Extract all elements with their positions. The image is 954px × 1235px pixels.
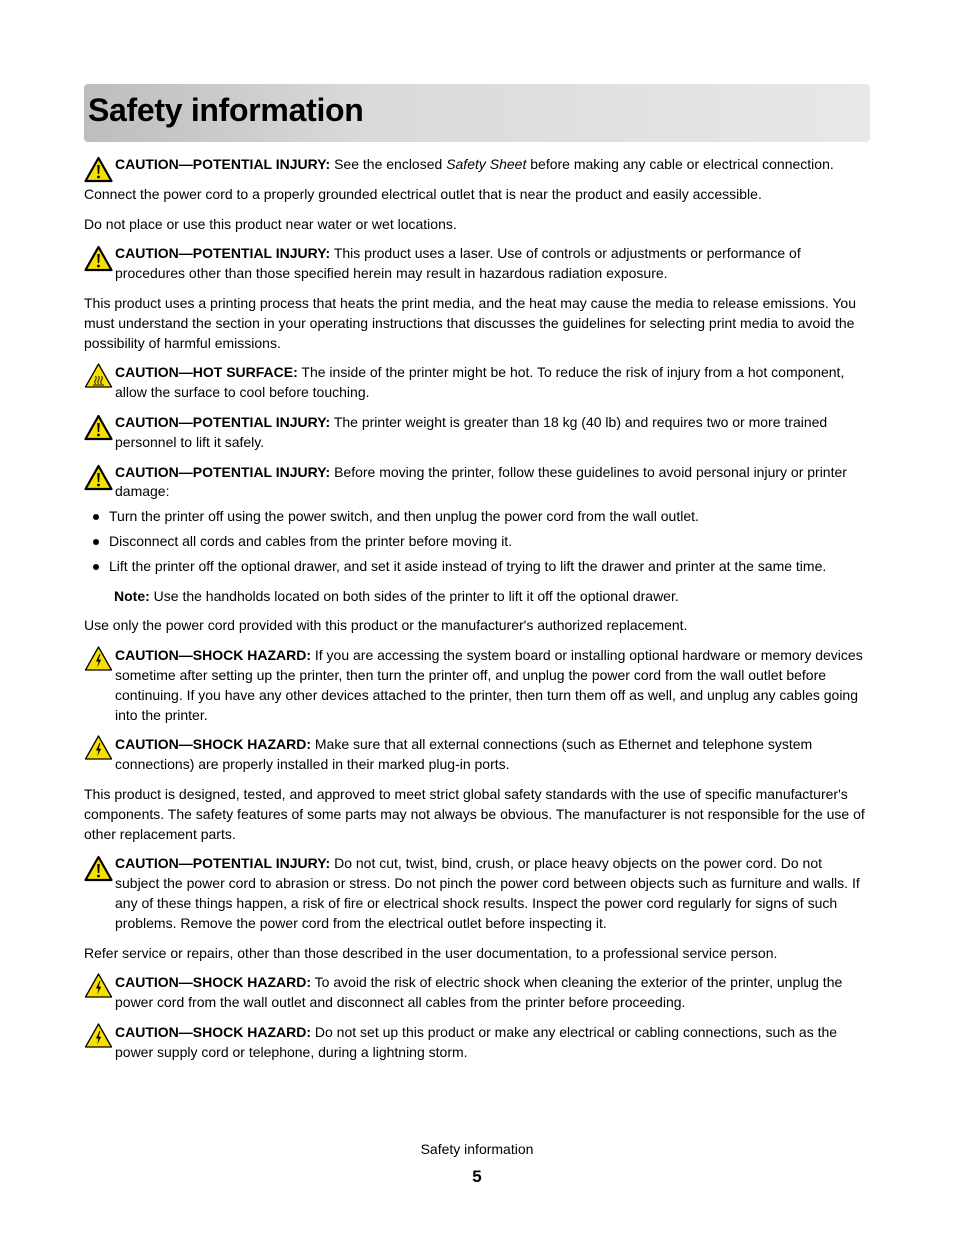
shock-hazard-icon: [84, 1022, 113, 1049]
bullet-list: [84, 507, 870, 576]
caution-label: CAUTION—POTENTIAL INJURY:: [115, 413, 331, 430]
list-item: [84, 532, 870, 552]
caution-text: See the enclosed: [330, 156, 447, 172]
warning-icon: [84, 245, 113, 272]
footer-page-number: 5: [472, 1167, 482, 1186]
list-item: [84, 507, 870, 527]
paragraph: This product is designed, tested, and approved to meet strict global safety standards with the use of specific manufacturer's components. The safety features of some parts may not always be obvious. The manufacturer is not responsible for the use of other replacement parts.: [84, 785, 865, 842]
caution-block: [84, 1023, 870, 1063]
caution-block: [84, 973, 870, 1013]
caution-block: [84, 155, 870, 175]
caution-block: [84, 413, 870, 453]
paragraph: This product uses a printing process that heats the print media, and the heat may cause the media to release emissions. You must understand the section in your operating instructions that discusses the guidelines for selecting print media to avoid the possibility of harmful emissions.: [84, 294, 857, 351]
bullet-icon: [93, 564, 99, 570]
caution-text: before making any cable or electrical connection.: [526, 156, 834, 172]
paragraph: Refer service or repairs, other than those described in the user documentation, to a professional service person.: [84, 944, 778, 961]
caution-text: To avoid the risk of electric shock when cleaning the exterior of the printer, unplug the power cord from the wall outlet and disconnect all cables from the printer before proceeding.: [115, 974, 843, 1011]
note-label: Note:: [114, 587, 150, 604]
page-title: Safety information: [88, 92, 364, 128]
caution-text: Before moving the printer, follow these guidelines to avoid personal injury or printer damage:: [115, 463, 847, 500]
caution-block: [84, 363, 870, 403]
list-item-text: Disconnect all cords and cables from the printer before moving it.: [109, 532, 513, 549]
caution-block: [84, 854, 870, 933]
caution-text: Make sure that all external connections (such as Ethernet and telephone system connections) are properly installed in their marked plug-in ports.: [115, 736, 813, 773]
caution-text: The inside of the printer might be hot. To reduce the risk of injury from a hot component, allow the surface to cool before touching.: [115, 364, 845, 401]
warning-icon: [84, 464, 113, 491]
caution-label: CAUTION—SHOCK HAZARD:: [115, 974, 311, 991]
warning-icon: [84, 855, 113, 882]
caution-text: This product uses a laser. Use of controls or adjustments or performance of procedures other than those specified herein may result in hazardous radiation exposure.: [115, 245, 801, 282]
bullet-icon: [93, 514, 99, 520]
page-title-bar: [84, 84, 870, 142]
caution-block: [84, 244, 870, 284]
shock-hazard-icon: [84, 645, 113, 672]
caution-block: [84, 735, 870, 775]
caution-label: CAUTION—POTENTIAL INJURY:: [115, 463, 331, 480]
caution-text: The printer weight is greater than 18 kg (40 lb) and requires two or more trained personnel to lift it safely.: [115, 413, 828, 450]
shock-hazard-icon: [84, 972, 113, 999]
caution-block: [84, 463, 870, 503]
caution-label: CAUTION—SHOCK HAZARD:: [115, 1023, 311, 1040]
note-text: Use the handholds located on both sides of the printer to lift it off the optional drawer.: [149, 587, 679, 604]
caution-italic-text: Safety Sheet: [446, 156, 527, 172]
caution-label: CAUTION—POTENTIAL INJURY:: [115, 156, 331, 172]
caution-text: If you are accessing the system board or installing optional hardware or memory devices sometime after setting up the printer, then turn the printer off, and unplug the power cord from the wall outlet before continuing. If you have any other devices attached to the printer, then turn them off as well, and unplug any cables going into the printer.: [115, 647, 863, 723]
warning-icon: [84, 156, 113, 183]
caution-text: Do not set up this product or make any electrical or cabling connections, such as the power supply cord or telephone, during a lightning storm.: [115, 1023, 838, 1060]
list-item-text: Lift the printer off the optional drawer, and set it aside instead of trying to lift the drawer and printer at the same time.: [109, 557, 827, 574]
note: [84, 587, 870, 607]
caution-block: [84, 646, 870, 725]
shock-hazard-icon: [84, 734, 113, 761]
list-item: [84, 557, 870, 577]
caution-label: CAUTION—HOT SURFACE:: [115, 364, 298, 381]
caution-label: CAUTION—SHOCK HAZARD:: [115, 647, 311, 664]
paragraph: Connect the power cord to a properly grounded electrical outlet that is near the product and easily accessible.: [84, 185, 762, 202]
caution-label: CAUTION—SHOCK HAZARD:: [115, 736, 311, 753]
footer-section-label: Safety information: [420, 1141, 534, 1157]
document-body: [84, 155, 870, 1072]
list-item-text: Turn the printer off using the power switch, and then unplug the power cord from the wall outlet.: [109, 508, 699, 525]
caution-label: CAUTION—POTENTIAL INJURY:: [115, 855, 331, 872]
warning-icon: [84, 414, 113, 441]
caution-label: CAUTION—POTENTIAL INJURY:: [115, 245, 331, 262]
paragraph: Do not place or use this product near water or wet locations.: [84, 215, 457, 232]
caution-text: Do not cut, twist, bind, crush, or place heavy objects on the power cord. Do not subject the power cord to abrasion or stress. Do not pinch the power cord between objects such as furniture and walls. If any of these things happen, a risk of fire or electrical shock results. Inspect the power cord regularly for signs of such problems. Remove the power cord from the electrical outlet before inspecting it.: [115, 855, 860, 931]
bullet-icon: [93, 539, 99, 545]
paragraph: Use only the power cord provided with this product or the manufacturer's authorized replacement.: [84, 617, 688, 634]
hot-surface-icon: [84, 362, 113, 389]
